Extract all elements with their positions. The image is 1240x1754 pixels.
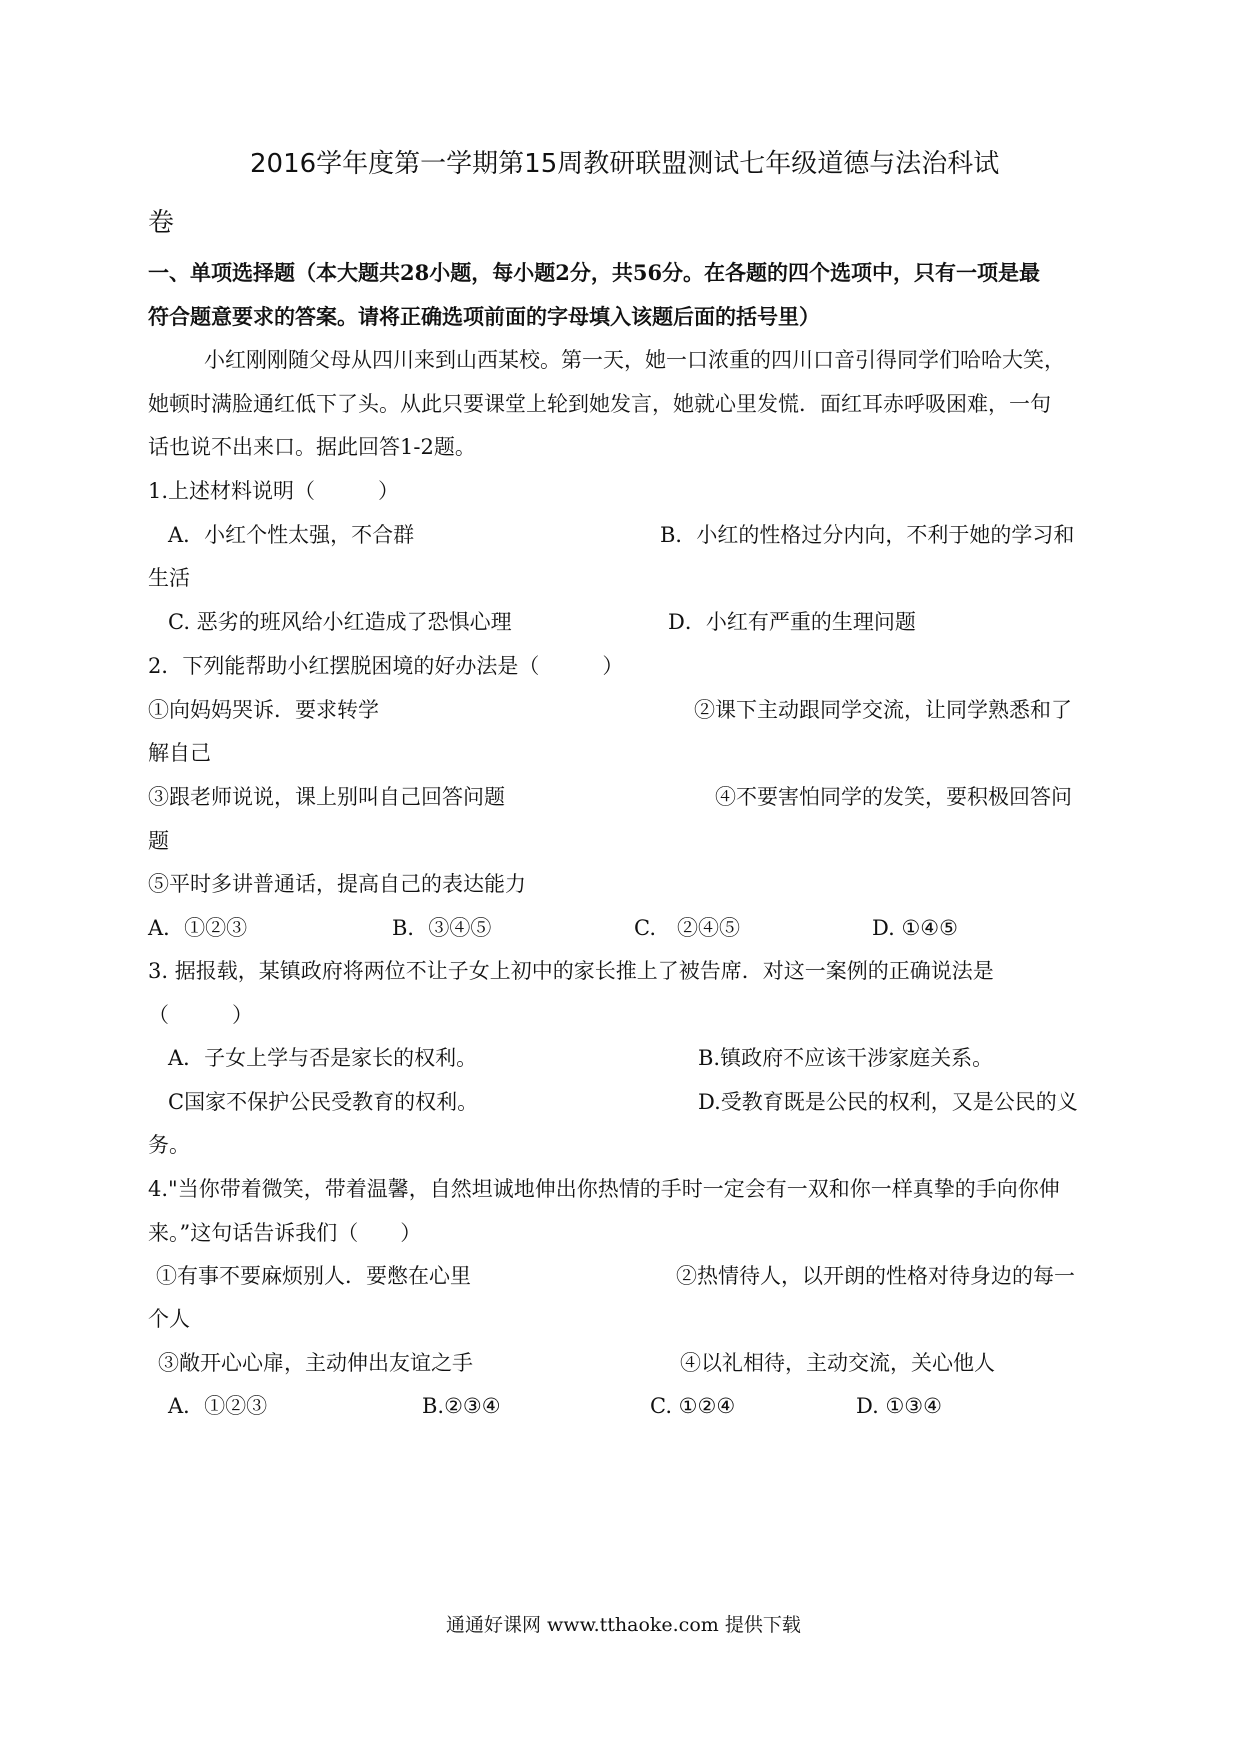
q2-item-3: ③跟老师说说，课上别叫自己回答问题 [148, 785, 505, 809]
q3-option-c: C国家不保护公民受教育的权利。 [168, 1090, 479, 1114]
q2-item-2: ②课下主动跟同学交流，让同学熟悉和了 [694, 698, 1072, 722]
q4-item-2: ②热情待人，以开朗的性格对待身边的每一 [676, 1264, 1075, 1288]
page-title-line1: 2016学年度第一学期第15周教研联盟测试七年级道德与法治科试 [250, 149, 1000, 179]
q4-option-a: A．①②③ [168, 1394, 268, 1418]
q1-option-a: A．小红个性太强，不合群 [168, 523, 415, 547]
q2-item-4: ④不要害怕同学的发笑，要积极回答问 [715, 785, 1072, 809]
q4-item-1: ①有事不要麻烦别人．要憋在心里 [156, 1264, 471, 1288]
q1-stem: 1.上述材料说明（ ） [148, 479, 400, 503]
q2-item-4-cont: 题 [148, 829, 169, 853]
page-title-line2: 卷 [148, 208, 175, 238]
q2-item-5: ⑤平时多讲普通话，提高自己的表达能力 [148, 872, 526, 896]
q4-item-4: ④以礼相待，主动交流，关心他人 [680, 1351, 995, 1375]
q2-option-c: C. ②④⑤ [634, 916, 740, 940]
q2-stem: 2．下列能帮助小红摆脱困境的好办法是（ ） [148, 654, 624, 678]
section-heading-line1: 一、单项选择题（本大题共28小题，每小题2分，共56分。在各题的四个选项中，只有一项是最 [148, 260, 1041, 285]
section-heading-line2: 符合题意要求的答案。请将正确选项前面的字母填入该题后面的括号里） [148, 304, 820, 329]
q4-stem-line2: 来。”这句话告诉我们（ ） [148, 1221, 422, 1245]
q2-item-1: ①向妈妈哭诉．要求转学 [148, 698, 379, 722]
footer-source: 通通好课网 www.tthaoke.com 提供下载 [446, 1614, 801, 1636]
q4-stem-line1: 4."当你带着微笑，带着温馨，自然坦诚地伸出你热情的手时一定会有一双和你一样真挚的手向你伸 [148, 1177, 1060, 1201]
q3-option-b: B.镇政府不应该干涉家庭关系。 [698, 1046, 994, 1070]
q4-item-3: ③敞开心心扉，主动伸出友谊之手 [158, 1351, 473, 1375]
q3-option-d-cont: 务。 [148, 1133, 190, 1157]
q2-item-2-cont: 解自己 [148, 741, 211, 765]
q3-paren: （ ） [148, 1003, 253, 1027]
q1-option-c: C. 恶劣的班风给小红造成了恐惧心理 [168, 610, 512, 634]
q3-option-d: D.受教育既是公民的权利，又是公民的义 [698, 1090, 1078, 1114]
q2-option-d: D. ①④⑤ [872, 916, 958, 940]
q4-option-c: C. ①②④ [650, 1394, 736, 1418]
q2-option-a: A．①②③ [148, 916, 248, 940]
material-line1: 小红刚刚随父母从四川来到山西某校。第一天，她一口浓重的四川口音引得同学们哈哈大笑， [204, 348, 1065, 372]
q4-option-d: D. ①③④ [856, 1394, 942, 1418]
material-line3: 话也说不出来口。据此回答1-2题。 [148, 435, 476, 459]
material-line2: 她顿时满脸通红低下了头。从此只要课堂上轮到她发言，她就心里发慌．面红耳赤呼吸困难，一句 [148, 392, 1051, 416]
q1-option-d: D．小红有严重的生理问题 [668, 610, 916, 634]
q2-option-b: B．③④⑤ [392, 916, 492, 940]
q1-option-b-cont: 生活 [148, 566, 190, 590]
q4-option-b: B.②③④ [422, 1394, 501, 1418]
q1-option-b: B．小红的性格过分内向，不利于她的学习和 [660, 523, 1075, 547]
q4-item-2-cont: 个人 [148, 1307, 190, 1331]
q3-stem: 3. 据报载，某镇政府将两位不让子女上初中的家长推上了被告席．对这一案例的正确说法是 [148, 959, 994, 983]
q3-option-a: A．子女上学与否是家长的权利。 [168, 1046, 478, 1070]
